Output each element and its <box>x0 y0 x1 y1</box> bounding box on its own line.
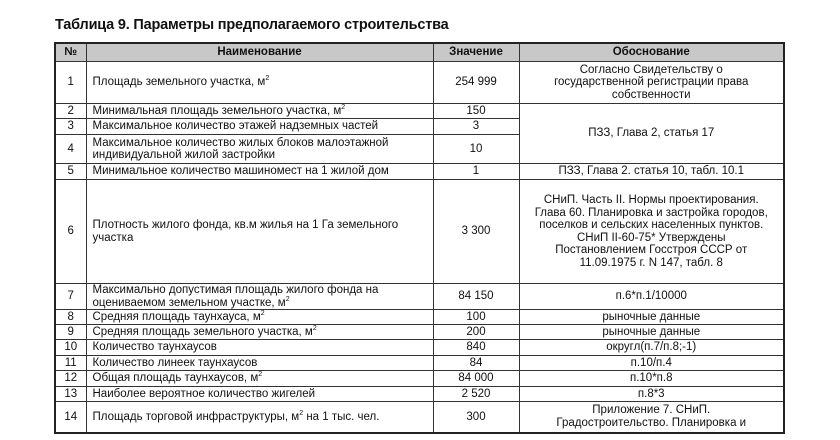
row-value: 300 <box>433 402 519 433</box>
row-value: 150 <box>433 104 519 119</box>
row-number: 3 <box>55 119 86 135</box>
table-row <box>55 402 784 433</box>
row-number: 14 <box>55 402 86 433</box>
row-name <box>86 402 433 433</box>
row-value: 84 150 <box>433 284 519 310</box>
row-name-text: Площадь торговой инфраструктуры, м <box>92 410 300 423</box>
row-number: 12 <box>55 371 86 387</box>
row-name-sup: 2 <box>265 75 270 83</box>
row-basis: п.8*3 <box>519 387 784 402</box>
row-value: 3 <box>433 119 519 135</box>
row-basis: Приложение 7. СНиП. Градостроительство. Планировка и <box>519 402 784 433</box>
row-value: 254 999 <box>433 62 519 104</box>
row-basis: п.10/п.4 <box>519 356 784 371</box>
table-header-row <box>55 43 784 62</box>
table-row <box>55 104 784 119</box>
row-name <box>86 104 433 119</box>
row-name: Наиболее вероятное количество жигелей <box>86 387 433 402</box>
row-name: Количество линеек таунхаусов <box>86 356 433 371</box>
row-basis: п.6*п.1/10000 <box>519 284 784 310</box>
row-value: 84 000 <box>433 371 519 387</box>
row-value: 100 <box>433 310 519 325</box>
row-name-text: Средняя площадь таунхауса, м <box>92 310 261 323</box>
row-number: 10 <box>55 340 86 356</box>
row-basis: Согласно Свидетельству о государственной регистрации права собственности <box>519 62 784 104</box>
row-value: 10 <box>433 135 519 164</box>
row-basis: ПЗЗ, Глава 2, статья 17 <box>519 104 784 164</box>
row-name-text: Минимальная площадь земельного участка, м <box>92 104 342 117</box>
row-value: 3 300 <box>433 180 519 284</box>
row-number: 4 <box>55 135 86 164</box>
row-number: 9 <box>55 325 86 340</box>
row-number: 13 <box>55 387 86 402</box>
row-name <box>86 62 433 104</box>
row-number: 11 <box>55 356 86 371</box>
row-basis: рыночные данные <box>519 310 784 325</box>
row-name-sup: 2 <box>285 295 290 303</box>
row-name: Плотность жилого фонда, кв.м жилья на 1 Га земельного участка <box>86 180 433 284</box>
row-name: Минимальное количество машиномест на 1 жилой дом <box>86 164 433 180</box>
row-name-text: Общая площадь таунхаусов, м <box>92 372 259 385</box>
table-row <box>55 387 784 402</box>
row-name-suffix: на 1 тыс. чел. <box>303 410 380 423</box>
row-name <box>86 325 433 340</box>
row-name: Максимальное количество жилых блоков малоэтажной индивидуальной жилой застройки <box>86 135 433 164</box>
table-row <box>55 325 784 340</box>
row-basis: ПЗЗ, Глава 2. статья 10, табл. 10.1 <box>519 164 784 180</box>
row-name-sup: 2 <box>258 371 263 379</box>
row-value: 84 <box>433 356 519 371</box>
row-name-sup: 2 <box>341 103 346 111</box>
parameters-table <box>54 42 785 434</box>
row-basis: рыночные данные <box>519 325 784 340</box>
table-row <box>55 164 784 180</box>
row-number: 6 <box>55 180 86 284</box>
row-value: 2 520 <box>433 387 519 402</box>
table-row <box>55 284 784 310</box>
header-value: Значение <box>433 43 519 62</box>
table-row <box>55 356 784 371</box>
row-basis: округл(п.7/п.8;-1) <box>519 340 784 356</box>
row-value: 200 <box>433 325 519 340</box>
table-row <box>55 340 784 356</box>
row-value: 840 <box>433 340 519 356</box>
row-name <box>86 371 433 387</box>
row-value: 1 <box>433 164 519 180</box>
row-basis: п.10*п.8 <box>519 371 784 387</box>
row-name <box>86 284 433 310</box>
row-name: Максимальное количество этажей надземных частей <box>86 119 433 135</box>
table-title: Таблица 9. Параметры предполагаемого строительства <box>55 17 449 33</box>
row-name: Количество таунхаусов <box>86 340 433 356</box>
row-basis: СНиП. Часть II. Нормы проектирования. Глава 60. Планировка и застройка городов, поселков и сельских населенных пунктов. СНиП II-60-75* Утверждены Постановлением Госстроя СССР от 11.09.1975 г. N 147, табл. 8 <box>519 180 784 284</box>
table-row <box>55 62 784 104</box>
table-row <box>55 310 784 325</box>
row-number: 8 <box>55 310 86 325</box>
row-name <box>86 310 433 325</box>
row-name-sup: 2 <box>299 409 304 417</box>
row-name-text: Площадь земельного участка, м <box>92 76 266 89</box>
header-name: Наименование <box>86 43 433 62</box>
row-number: 1 <box>55 62 86 104</box>
table-row <box>55 180 784 284</box>
row-number: 5 <box>55 164 86 180</box>
row-name-text: Максимально допустимая площадь жилого фонда на оцениваемом земельном участке, м <box>92 284 379 309</box>
row-number: 7 <box>55 284 86 310</box>
header-basis: Обоснование <box>519 43 784 62</box>
row-name-text: Средняя площадь земельного участка, м <box>92 325 313 338</box>
row-name-sup: 2 <box>260 309 265 317</box>
row-name-sup: 2 <box>312 324 317 332</box>
header-number: № <box>55 43 86 62</box>
row-number: 2 <box>55 104 86 119</box>
table-row <box>55 371 784 387</box>
